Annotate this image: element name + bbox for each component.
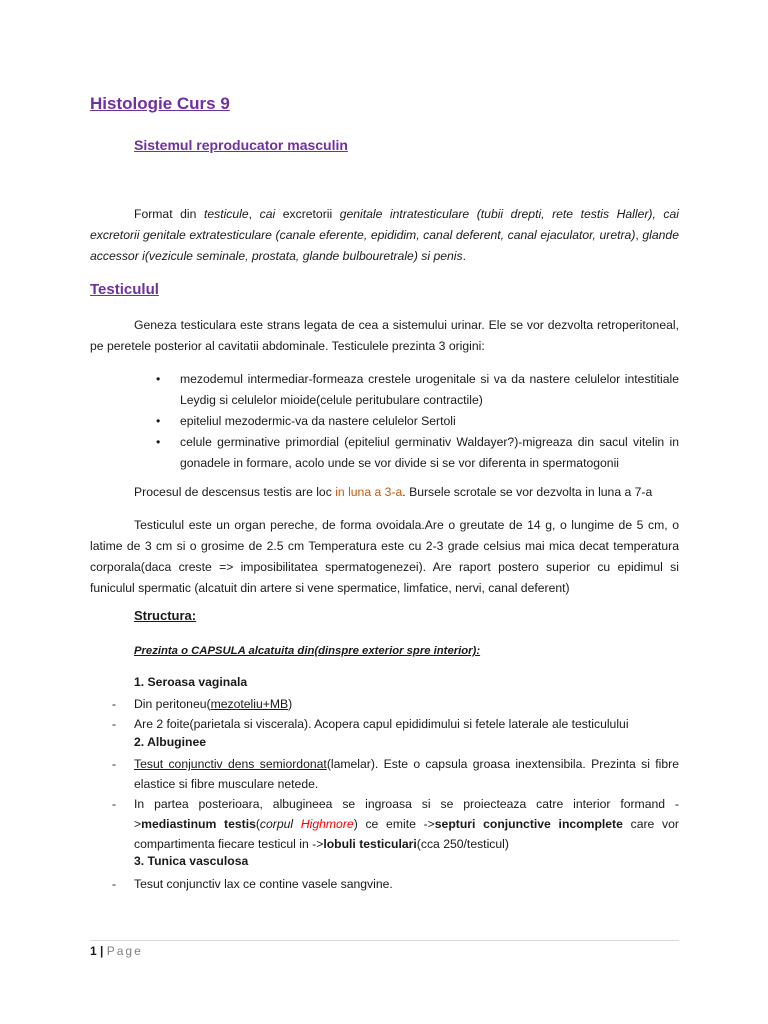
intro-text-italic: genitale intratesticulare (tubii drepti, rete testis Haller), cai excretorii genitale extratesticulare (canale eferente, epididim, canal deferent, canal ejaculator, uretra) (90, 207, 679, 242)
intro-text: Format din (134, 207, 204, 221)
list-item-text: mezodemul intermediar-formeaza crestele urogenitale si va da nastere celulelor intestitiale Leydig si celulelor mioide(celule peritubulare contractile) (180, 372, 679, 407)
detail-text: Din peritoneu( (134, 697, 211, 711)
testicul-description-paragraph: Testiculul este un organ pereche, de forma ovoidala.Are o greutate de 14 g, o lungime de 5 cm, o latime de 3 cm si o grosime de 2.5 cm Temperatura este cu 2-3 grade celsius mai mica decat temperatura corporala(daca creste => imposibilitatea spermatogenezei). Are raport postero superior cu epidimul si funiculul spermatic (alcatuit din artere si vene spermatice, limfatice, nervi, canal deferent) (90, 518, 679, 595)
layer-heading-albuginee: 2. Albuginee (134, 735, 207, 749)
list-item (134, 411, 679, 432)
layer-heading-seroasa: 1. Seroasa vaginala (134, 675, 248, 689)
page-footer (90, 944, 143, 958)
intro-text: , (248, 207, 260, 221)
list-item-text: celule germinative primordial (epiteliul germinativ Waldayer?)-migreaza din sacul vitelin in gonadele in formare, acolo unde se vor divide si se vor diferenta in spermatogonii (180, 435, 679, 470)
descensus-text: . Bursele scrotale se vor dezvolta in luna a 7-a (402, 485, 653, 499)
detail-text: ) (288, 697, 293, 711)
page-number: 1 (90, 944, 97, 958)
list-item-text: epiteliul mezodermic-va da nastere celulelor Sertoli (180, 414, 456, 428)
geneza-paragraph: Geneza testiculara este strans legata de cea a sistemului urinar. Ele se vor dezvolta retroperitoneal, pe peretele posterior al cavitatii abdominale. Testiculele prezinta 3 origini: (90, 318, 679, 353)
intro-text-italic: testicule (203, 207, 249, 221)
detail-text-italic: corpul (259, 817, 301, 831)
list-item (112, 754, 679, 794)
detail-text-bold: lobuli testiculari (323, 837, 417, 851)
detail-text-underlined: mezoteliu+MB (210, 697, 289, 711)
origins-list (134, 369, 679, 474)
detail-text-underlined: Tesut conjunctiv dens semiordonat (134, 757, 327, 771)
intro-text-italic: cai (259, 207, 276, 221)
list-item (134, 369, 679, 411)
dash-marker: - (112, 797, 117, 811)
albuginee-details (112, 754, 679, 854)
detail-text-bold: mediastinum testis (141, 817, 256, 831)
list-item (112, 714, 679, 734)
detail-text: (cca 250/testicul) (416, 837, 509, 851)
detail-text: (lamelar). Este o capsula groasa inextensibila. Prezinta si fibre elastice si fibre musculare netede. (134, 757, 680, 791)
dash-marker: - (112, 717, 117, 731)
dash-marker: - (112, 757, 117, 771)
bullet-icon: • (156, 372, 161, 386)
detail-text: Are 2 foite(parietala si viscerala). Acopera capul epididimului si fetele laterale ale testiculului (134, 717, 629, 731)
detail-text: Tesut conjunctiv lax ce contine vasele sangvine. (134, 877, 393, 891)
structura-heading: Structura: (134, 608, 197, 623)
list-item (134, 432, 679, 474)
list-item (112, 694, 679, 714)
list-item (112, 874, 679, 894)
bullet-icon: • (156, 435, 161, 449)
bullet-icon: • (156, 414, 161, 428)
capsula-heading: Prezinta o CAPSULA alcatuita din(dinspre exterior spre interior): (134, 645, 481, 657)
intro-text: , (635, 228, 643, 242)
footer-divider (90, 940, 679, 941)
descensus-text: Procesul de descensus testis are loc (134, 485, 336, 499)
section-heading-testiculul: Testiculul (90, 281, 159, 298)
document-title: Histologie Curs 9 (90, 94, 230, 113)
page-label: Page (106, 944, 143, 958)
detail-text-bold: septuri conjunctive incomplete (434, 817, 623, 831)
layer-heading-vasculosa: 3. Tunica vasculosa (134, 854, 249, 868)
detail-text: ) ce emite -> (353, 817, 435, 831)
detail-text: care vor compartimenta fiecare testicul in -> (134, 817, 679, 851)
dash-marker: - (112, 877, 117, 891)
footer-separator: | (96, 944, 107, 958)
chapter-subtitle: Sistemul reproducator masculin (134, 137, 348, 153)
detail-text-highlight: Highmore (300, 817, 354, 831)
seroasa-details (112, 694, 679, 734)
intro-paragraph (90, 204, 679, 267)
intro-text: excretorii (275, 207, 340, 221)
descensus-highlight: in luna a 3-a (335, 485, 403, 499)
detail-text: ( (255, 817, 260, 831)
list-item (112, 794, 679, 854)
detail-text: In partea posterioara, albugineea se ingroasa si se proiecteaza catre interior formand -> (134, 797, 679, 831)
dash-marker: - (112, 697, 117, 711)
intro-text-italic: glande accessor i(vezicule seminale, prostata, glande bulbouretrale) si penis (90, 228, 679, 263)
intro-text: . (462, 249, 466, 263)
vasculosa-details (112, 874, 679, 894)
descensus-paragraph (90, 482, 679, 503)
